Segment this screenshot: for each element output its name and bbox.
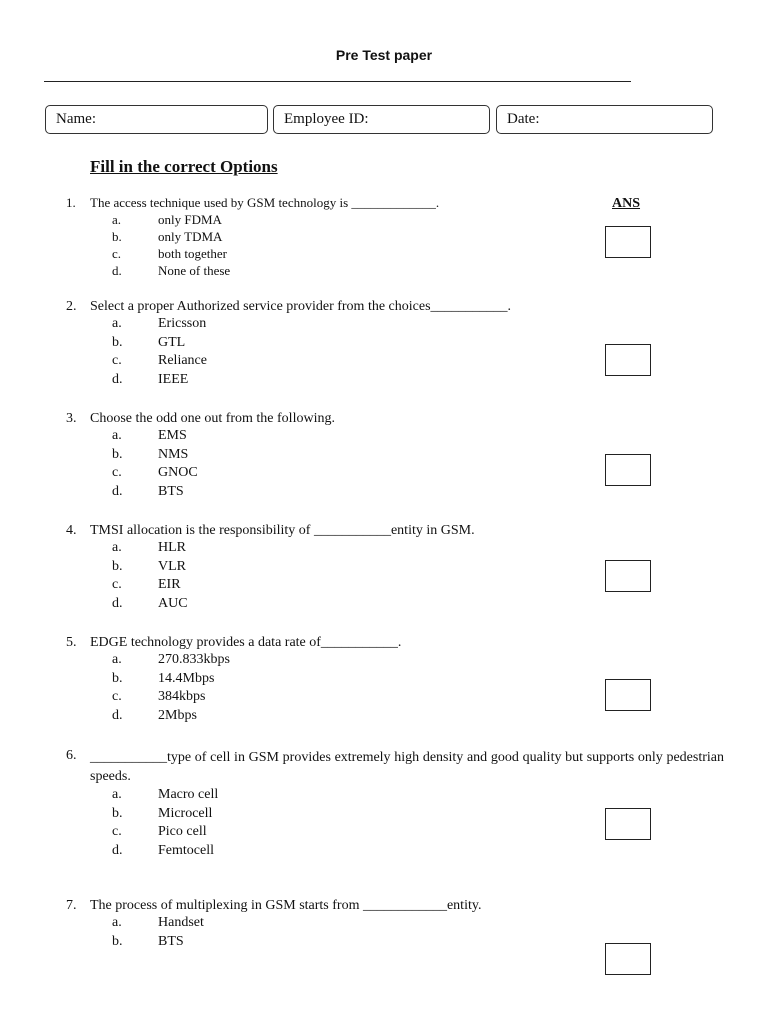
option-text: only TDMA <box>158 229 223 244</box>
option-text: GNOC <box>158 465 198 481</box>
option-letter: c. <box>112 465 122 481</box>
option-letter: a. <box>112 316 122 331</box>
option-item <box>66 446 335 465</box>
option-letter: d. <box>112 263 122 278</box>
employee-id-field[interactable]: Employee ID: <box>273 105 490 134</box>
answer-box-4[interactable] <box>605 560 651 592</box>
option-text: AUC <box>158 596 188 612</box>
option-letter: d. <box>112 484 123 500</box>
option-text: Femtocell <box>158 843 214 859</box>
option-item <box>66 914 481 933</box>
option-letter: c. <box>112 824 122 840</box>
question-3 <box>66 411 335 502</box>
page-title: Pre Test paper <box>335 47 433 63</box>
question-1 <box>66 195 439 279</box>
option-text: VLR <box>158 558 186 574</box>
option-letter: c. <box>112 577 122 593</box>
question-7 <box>66 898 481 951</box>
option-letter: c. <box>112 689 122 705</box>
option-item <box>66 651 401 670</box>
option-list <box>66 651 401 726</box>
option-text: IEEE <box>158 372 189 388</box>
answer-box-5[interactable] <box>605 679 651 711</box>
answer-box-7[interactable] <box>605 943 651 975</box>
option-item <box>66 245 439 262</box>
option-letter: b. <box>112 670 123 686</box>
option-letter: b. <box>112 334 123 350</box>
option-item <box>66 558 475 577</box>
date-field[interactable]: Date: <box>496 105 713 134</box>
option-text: BTS <box>158 933 184 949</box>
name-field[interactable]: Name: <box>45 105 268 134</box>
option-item <box>66 315 511 334</box>
question-number: 3. <box>66 411 77 426</box>
option-item <box>66 371 511 390</box>
ans-column-label: ANS <box>612 196 641 211</box>
option-text: 270.833kbps <box>158 652 230 667</box>
option-item <box>66 688 401 707</box>
option-item <box>66 483 335 502</box>
answer-box-2[interactable] <box>605 344 651 376</box>
option-item <box>66 576 475 595</box>
option-item <box>66 595 475 614</box>
option-list <box>66 211 439 279</box>
option-text: Microcell <box>158 805 213 821</box>
option-list <box>66 427 335 502</box>
option-text: both together <box>158 246 227 261</box>
option-letter: a. <box>112 540 122 555</box>
question-number: 5. <box>66 635 77 650</box>
option-item <box>66 707 401 726</box>
answer-box-3[interactable] <box>605 454 651 486</box>
option-text: NMS <box>158 446 189 462</box>
question-6 <box>66 748 724 861</box>
option-text: BTS <box>158 484 184 500</box>
option-item <box>66 464 335 483</box>
question-number: 4. <box>66 523 77 538</box>
option-item <box>66 670 401 689</box>
option-letter: d. <box>112 372 123 388</box>
answer-box-6[interactable] <box>605 808 651 840</box>
answer-box-1[interactable] <box>605 226 651 258</box>
question-text: Choose the odd one out from the following. <box>90 411 335 426</box>
question-text: The access technique used by GSM technology is _____________. <box>90 195 440 210</box>
option-letter: b. <box>112 558 123 574</box>
option-text: EIR <box>158 577 181 593</box>
option-item <box>66 262 439 279</box>
option-letter: d. <box>112 596 123 612</box>
question-4 <box>66 523 475 614</box>
question-text: TMSI allocation is the responsibility of ___________entity in GSM. <box>90 523 475 538</box>
option-letter: b. <box>112 933 123 949</box>
option-text: 2Mbps <box>158 708 197 724</box>
option-letter: c. <box>112 353 122 369</box>
option-letter: b. <box>112 805 123 821</box>
option-letter: d. <box>112 843 123 859</box>
question-text: ___________type of cell in GSM provides extremely high density and good quality but supports only pedestrian speeds. <box>90 750 724 784</box>
question-text: EDGE technology provides a data rate of___________. <box>90 635 402 650</box>
option-text: EMS <box>158 428 187 443</box>
option-text: GTL <box>158 334 186 350</box>
question-number: 6. <box>66 748 77 763</box>
option-item <box>66 211 439 228</box>
question-number: 7. <box>66 898 77 913</box>
option-text: Ericsson <box>158 316 207 331</box>
option-letter: b. <box>112 446 123 462</box>
question-text: The process of multiplexing in GSM starts from ____________entity. <box>90 898 482 913</box>
option-letter: c. <box>112 246 122 261</box>
option-list <box>66 539 475 614</box>
option-text: only FDMA <box>158 212 222 227</box>
question-2 <box>66 299 511 390</box>
option-text: Macro cell <box>158 787 219 802</box>
question-5 <box>66 635 401 726</box>
option-letter: a. <box>112 212 122 227</box>
question-number: 2. <box>66 299 77 314</box>
option-letter: a. <box>112 652 122 667</box>
option-letter: b. <box>112 229 122 244</box>
option-list <box>66 914 481 951</box>
option-letter: a. <box>112 428 122 443</box>
option-text: None of these <box>158 263 231 278</box>
option-item <box>66 352 511 371</box>
question-text: Select a proper Authorized service provider from the choices___________. <box>90 299 512 314</box>
option-item <box>66 228 439 245</box>
option-text: 14.4Mbps <box>158 670 215 686</box>
question-number: 1. <box>66 195 76 210</box>
section-heading: Fill in the correct Options <box>90 157 278 176</box>
option-item <box>66 334 511 353</box>
option-item <box>66 786 724 805</box>
option-item <box>66 842 724 861</box>
option-item <box>66 427 335 446</box>
option-list <box>66 315 511 390</box>
option-letter: a. <box>112 787 122 802</box>
option-letter: a. <box>112 915 122 930</box>
option-letter: d. <box>112 708 123 724</box>
option-text: Handset <box>158 915 204 930</box>
option-text: HLR <box>158 540 186 555</box>
option-item <box>66 539 475 558</box>
title-underline <box>44 81 631 82</box>
option-text: 384kbps <box>158 689 206 705</box>
option-text: Reliance <box>158 353 207 369</box>
option-text: Pico cell <box>158 824 207 840</box>
option-item <box>66 933 481 952</box>
